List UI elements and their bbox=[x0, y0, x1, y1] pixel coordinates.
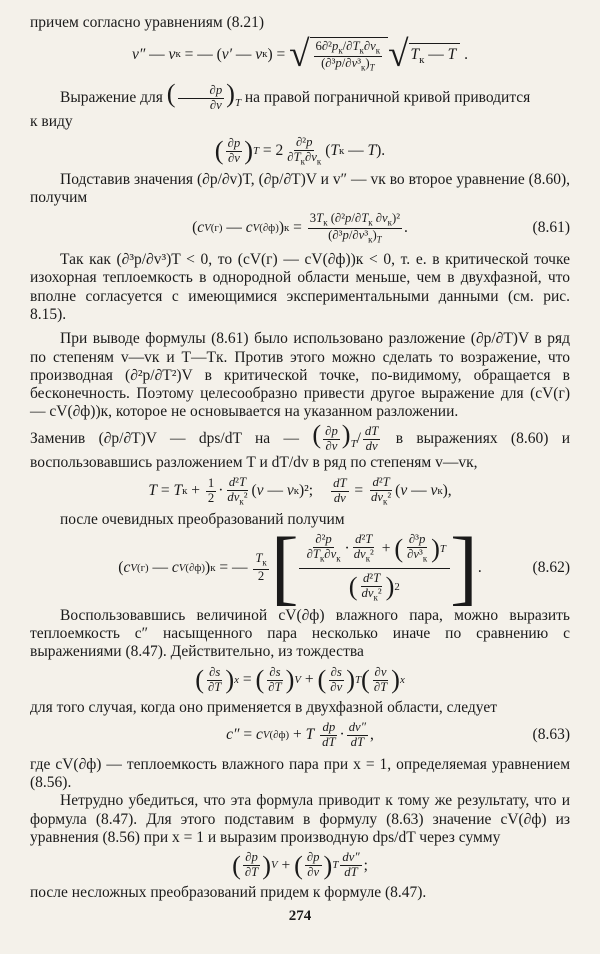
paragraph: после очевидных преобразований получим bbox=[60, 511, 345, 529]
paragraph: Заменив (∂p/∂T)V — dps/dT на — ( $\frac{\partial p}{\partial v}$ )$_T/$ $\frac{dT}{dv}$ в выражениях (8.60) и воспользовавшись разложением T и dT/dv в ряд по степеням v—vк, bbox=[30, 419, 571, 471]
text-line: причем согласно уравнениям (8.21) bbox=[30, 14, 265, 31]
text-line: к виду bbox=[30, 113, 73, 131]
equation-8-63: c″ = c V (∂ф) + T $\frac{dp}{dT}$ · $\frac{dv''}{dT}$ , (8.63) bbox=[226, 719, 570, 749]
equation-8-61: ( c V (г) — c V (∂ф) ) к = $\frac{3T_к (\partial^2p/\partial T_к \partial v_к)^2}{(\partial^3p/\partial v^3_к)_T}$ . (8.61) bbox=[192, 210, 570, 245]
equation-number: (8.61) bbox=[532, 219, 570, 237]
paragraph: Нетрудно убедиться, что эта формула приводит к тому же результату, что и формула (8.47). Для этого подставим в формулу (8.63) значение cV(∂ф) из уравнения (8.56) при x = 1 и выразим производную dps/dT через сумму bbox=[30, 792, 570, 847]
paragraph: Так как (∂³p/∂v³)T < 0, то (cV(г) — cV(∂ф))к < 0, т. е. в критической точке изохорная теплоемкость в однородной области меньше, чем в двухфазной, что вполне согласуется с имеющимися экспериментальными данными (см. рис. 8.15). bbox=[30, 251, 570, 323]
page-number: 274 bbox=[288, 908, 312, 924]
equation-sum: ( $\frac{\partial p}{\partial T}$ ) V + ( $\frac{\partial p}{\partial v}$ ) T $\frac{dv''}{dT}$ ; bbox=[232, 850, 368, 880]
equation-number: (8.63) bbox=[532, 726, 570, 744]
paragraph: Воспользовавшись величиной cV(∂ф) влажного пара, можно выразить теплоемкость c″ насыщенного пара несколько иначе по сравнению с выражениями (8.47). Действительно, из тождества bbox=[30, 606, 570, 661]
equation-sqrt: v″ — v к = — ( v′ — v к ) = √ $\frac{6\partial^2p_к/\partial T_к\partial v_к}{(\partial^3p/\partial v^3_к)_T}$ √ $T_к$ — T . bbox=[131, 34, 469, 76]
equation-8-62: ( c V (г) — c V (∂ф) ) к = — $\frac{T_к}{2}$ [ $\frac{\text{∂²p}}{\partial T_к\partial v_к}$ · $\frac{\text{d²T}}{dv_к^2}$ + ( $\frac{\text{∂³p}}{\partial v^3_к}$ ) T ( $\frac{\text{d²T}}{dv_к^2}$ ) 2 ] . (8.62) bbox=[118, 520, 570, 614]
equation-expansions: T = T к + $\frac{1}{2}$ · $\frac{\text{d²T}}{dv_к^2}$ ( v — v к )²; $\frac{dT}{dv}$ = $\frac{\text{d²T}}{dv_к^2}$ ( v — v к ), bbox=[148, 474, 452, 507]
equation-dpdv: ( $\frac{\partial p}{\partial v}$ ) T = 2 $\frac{\text{∂²p}}{\partial T_к\partial v_к}$ ( T к — T ). bbox=[214, 134, 386, 167]
text-line: Выражение для ( $\frac{\partial p}{\partial v}$ )$_T$ на правой пограничной кривой приводится bbox=[60, 79, 531, 113]
paragraph: При выводе формулы (8.61) было использовано разложение (∂p/∂T)V в ряд по степеням v—vк и T—Tк. Против этого можно сделать то возражение, что производная (∂²p/∂T²)V в критической точке, по-видимому, обращается в бесконечность. Поэтому целесообразно привести другое выражение для (cV(г) — cV(∂ф))к, которое не основывается на указанном разложении. bbox=[30, 330, 570, 421]
paragraph: после несложных преобразований придем к формуле (8.47). bbox=[30, 884, 427, 902]
equation-number: (8.62) bbox=[532, 558, 570, 576]
paragraph: Подставив значения (∂p/∂v)T, (∂p/∂T)V и v″ — vк во второе уравнение (8.60), получим bbox=[30, 170, 570, 207]
equation-identity: ( $\frac{\partial s}{\partial T}$ ) x = ( $\frac{\partial s}{\partial T}$ ) V + ( $\frac{\partial s}{\partial v}$ ) T ( $\frac{\partial v}{\partial T}$ ) x bbox=[195, 664, 405, 695]
paragraph: где cV(∂ф) — теплоемкость влажного пара при x = 1, определяемая уравнением (8.56). bbox=[30, 755, 570, 792]
paragraph: для того случая, когда оно применяется в двухфазной области, следует bbox=[30, 698, 498, 716]
